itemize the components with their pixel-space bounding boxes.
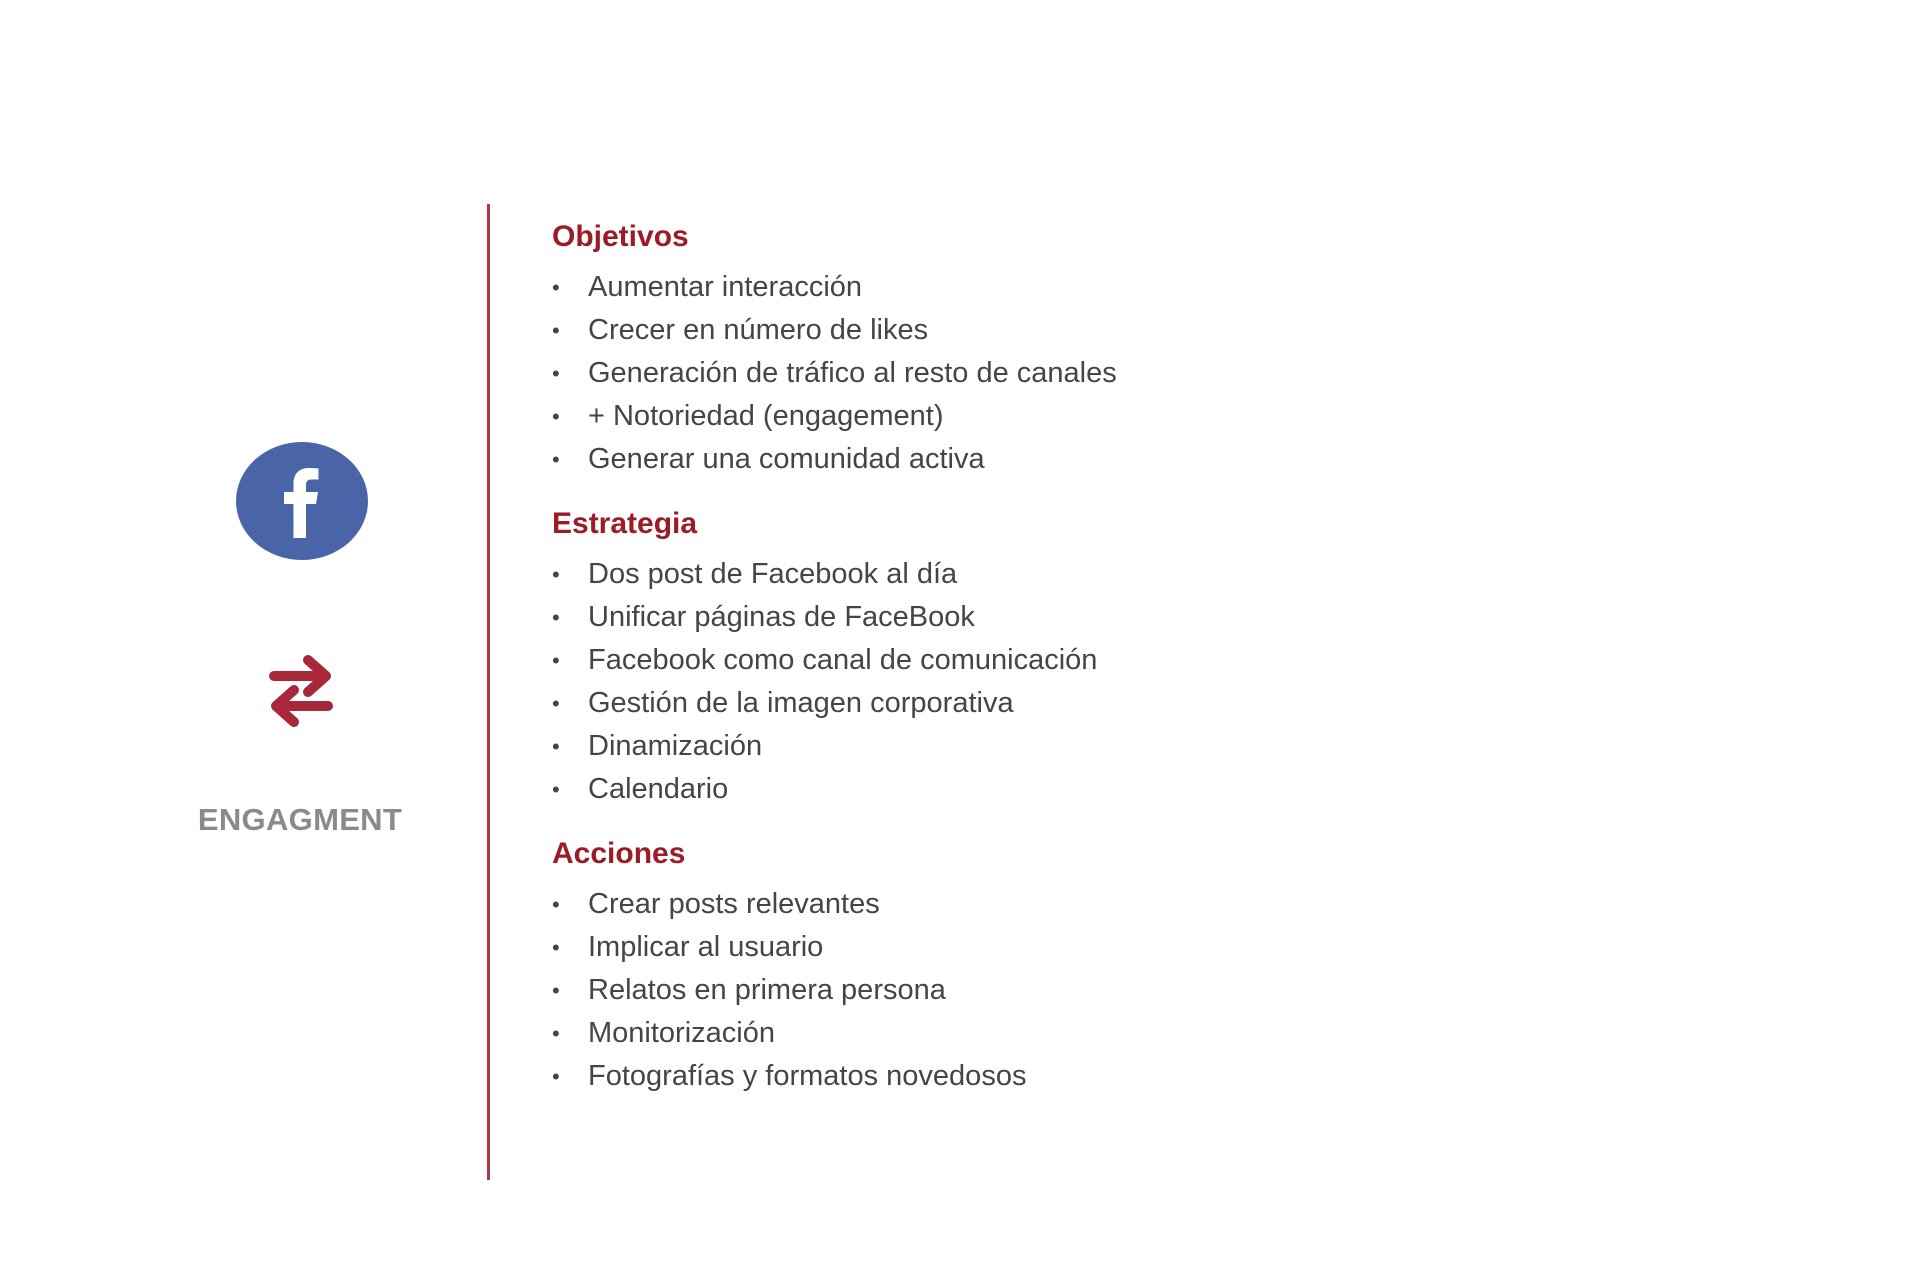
list-item xyxy=(552,438,1752,481)
content-area xyxy=(552,214,1752,1118)
list-item-text: Fotografías y formatos novedosos xyxy=(588,1060,1027,1092)
list-item-text: Relatos en primera persona xyxy=(588,974,946,1006)
list-item xyxy=(552,352,1752,395)
section-title: Objetivos xyxy=(552,220,689,253)
bullet-icon: • xyxy=(552,1064,560,1089)
list-item-text: Dos post de Facebook al día xyxy=(588,558,958,590)
list-item xyxy=(552,969,1752,1012)
facebook-icon xyxy=(236,442,368,560)
list-item-text: Monitorización xyxy=(588,1017,775,1049)
list-item-text: Crecer en número de likes xyxy=(588,314,929,346)
list-item xyxy=(552,1012,1752,1055)
vertical-divider xyxy=(487,204,490,1180)
bullet-icon: • xyxy=(552,978,560,1003)
bullet-icon: • xyxy=(552,447,560,472)
bullet-list xyxy=(552,553,1752,811)
bullet-icon: • xyxy=(552,648,560,673)
bullet-icon: • xyxy=(552,892,560,917)
list-item-text: Generación de tráfico al resto de canales xyxy=(588,357,1117,389)
list-item xyxy=(552,725,1752,768)
list-item xyxy=(552,596,1752,639)
section-title: Acciones xyxy=(552,837,686,870)
list-item-text: Aumentar interacción xyxy=(588,271,863,303)
list-item-text: Implicar al usuario xyxy=(588,931,824,963)
list-item-text: Facebook como canal de comunicación xyxy=(588,644,1098,676)
section-title: Estrategia xyxy=(552,507,698,540)
bullet-icon: • xyxy=(552,605,560,630)
list-item xyxy=(552,395,1752,438)
section-acciones xyxy=(552,831,1752,1098)
list-item xyxy=(552,266,1752,309)
swap-arrows-icon xyxy=(266,652,336,732)
bullet-list xyxy=(552,883,1752,1098)
bullet-icon: • xyxy=(552,275,560,300)
bullet-icon: • xyxy=(552,1021,560,1046)
bullet-icon: • xyxy=(552,361,560,386)
section-objetivos xyxy=(552,214,1752,481)
list-item xyxy=(552,768,1752,811)
list-item xyxy=(552,682,1752,725)
bullet-icon: • xyxy=(552,562,560,587)
list-item xyxy=(552,1055,1752,1098)
list-item-text: + Notoriedad (engagement) xyxy=(588,400,944,432)
list-item-text: Crear posts relevantes xyxy=(588,888,880,920)
bullet-icon: • xyxy=(552,734,560,759)
list-item-text: Gestión de la imagen corporativa xyxy=(588,687,1014,719)
bullet-icon: • xyxy=(552,935,560,960)
bullet-icon: • xyxy=(552,691,560,716)
channel-panel xyxy=(170,440,430,860)
list-item-text: Calendario xyxy=(588,773,729,805)
list-item xyxy=(552,309,1752,352)
section-estrategia xyxy=(552,501,1752,811)
bullet-icon: • xyxy=(552,318,560,343)
bullet-icon: • xyxy=(552,777,560,802)
list-item xyxy=(552,639,1752,682)
list-item-text: Dinamización xyxy=(588,730,763,762)
bullet-icon: • xyxy=(552,404,560,429)
category-label: ENGAGMENT xyxy=(197,802,403,837)
bullet-list xyxy=(552,266,1752,481)
list-item-text: Generar una comunidad activa xyxy=(588,443,985,475)
list-item xyxy=(552,553,1752,596)
list-item xyxy=(552,883,1752,926)
list-item-text: Unificar páginas de FaceBook xyxy=(588,601,975,633)
list-item xyxy=(552,926,1752,969)
